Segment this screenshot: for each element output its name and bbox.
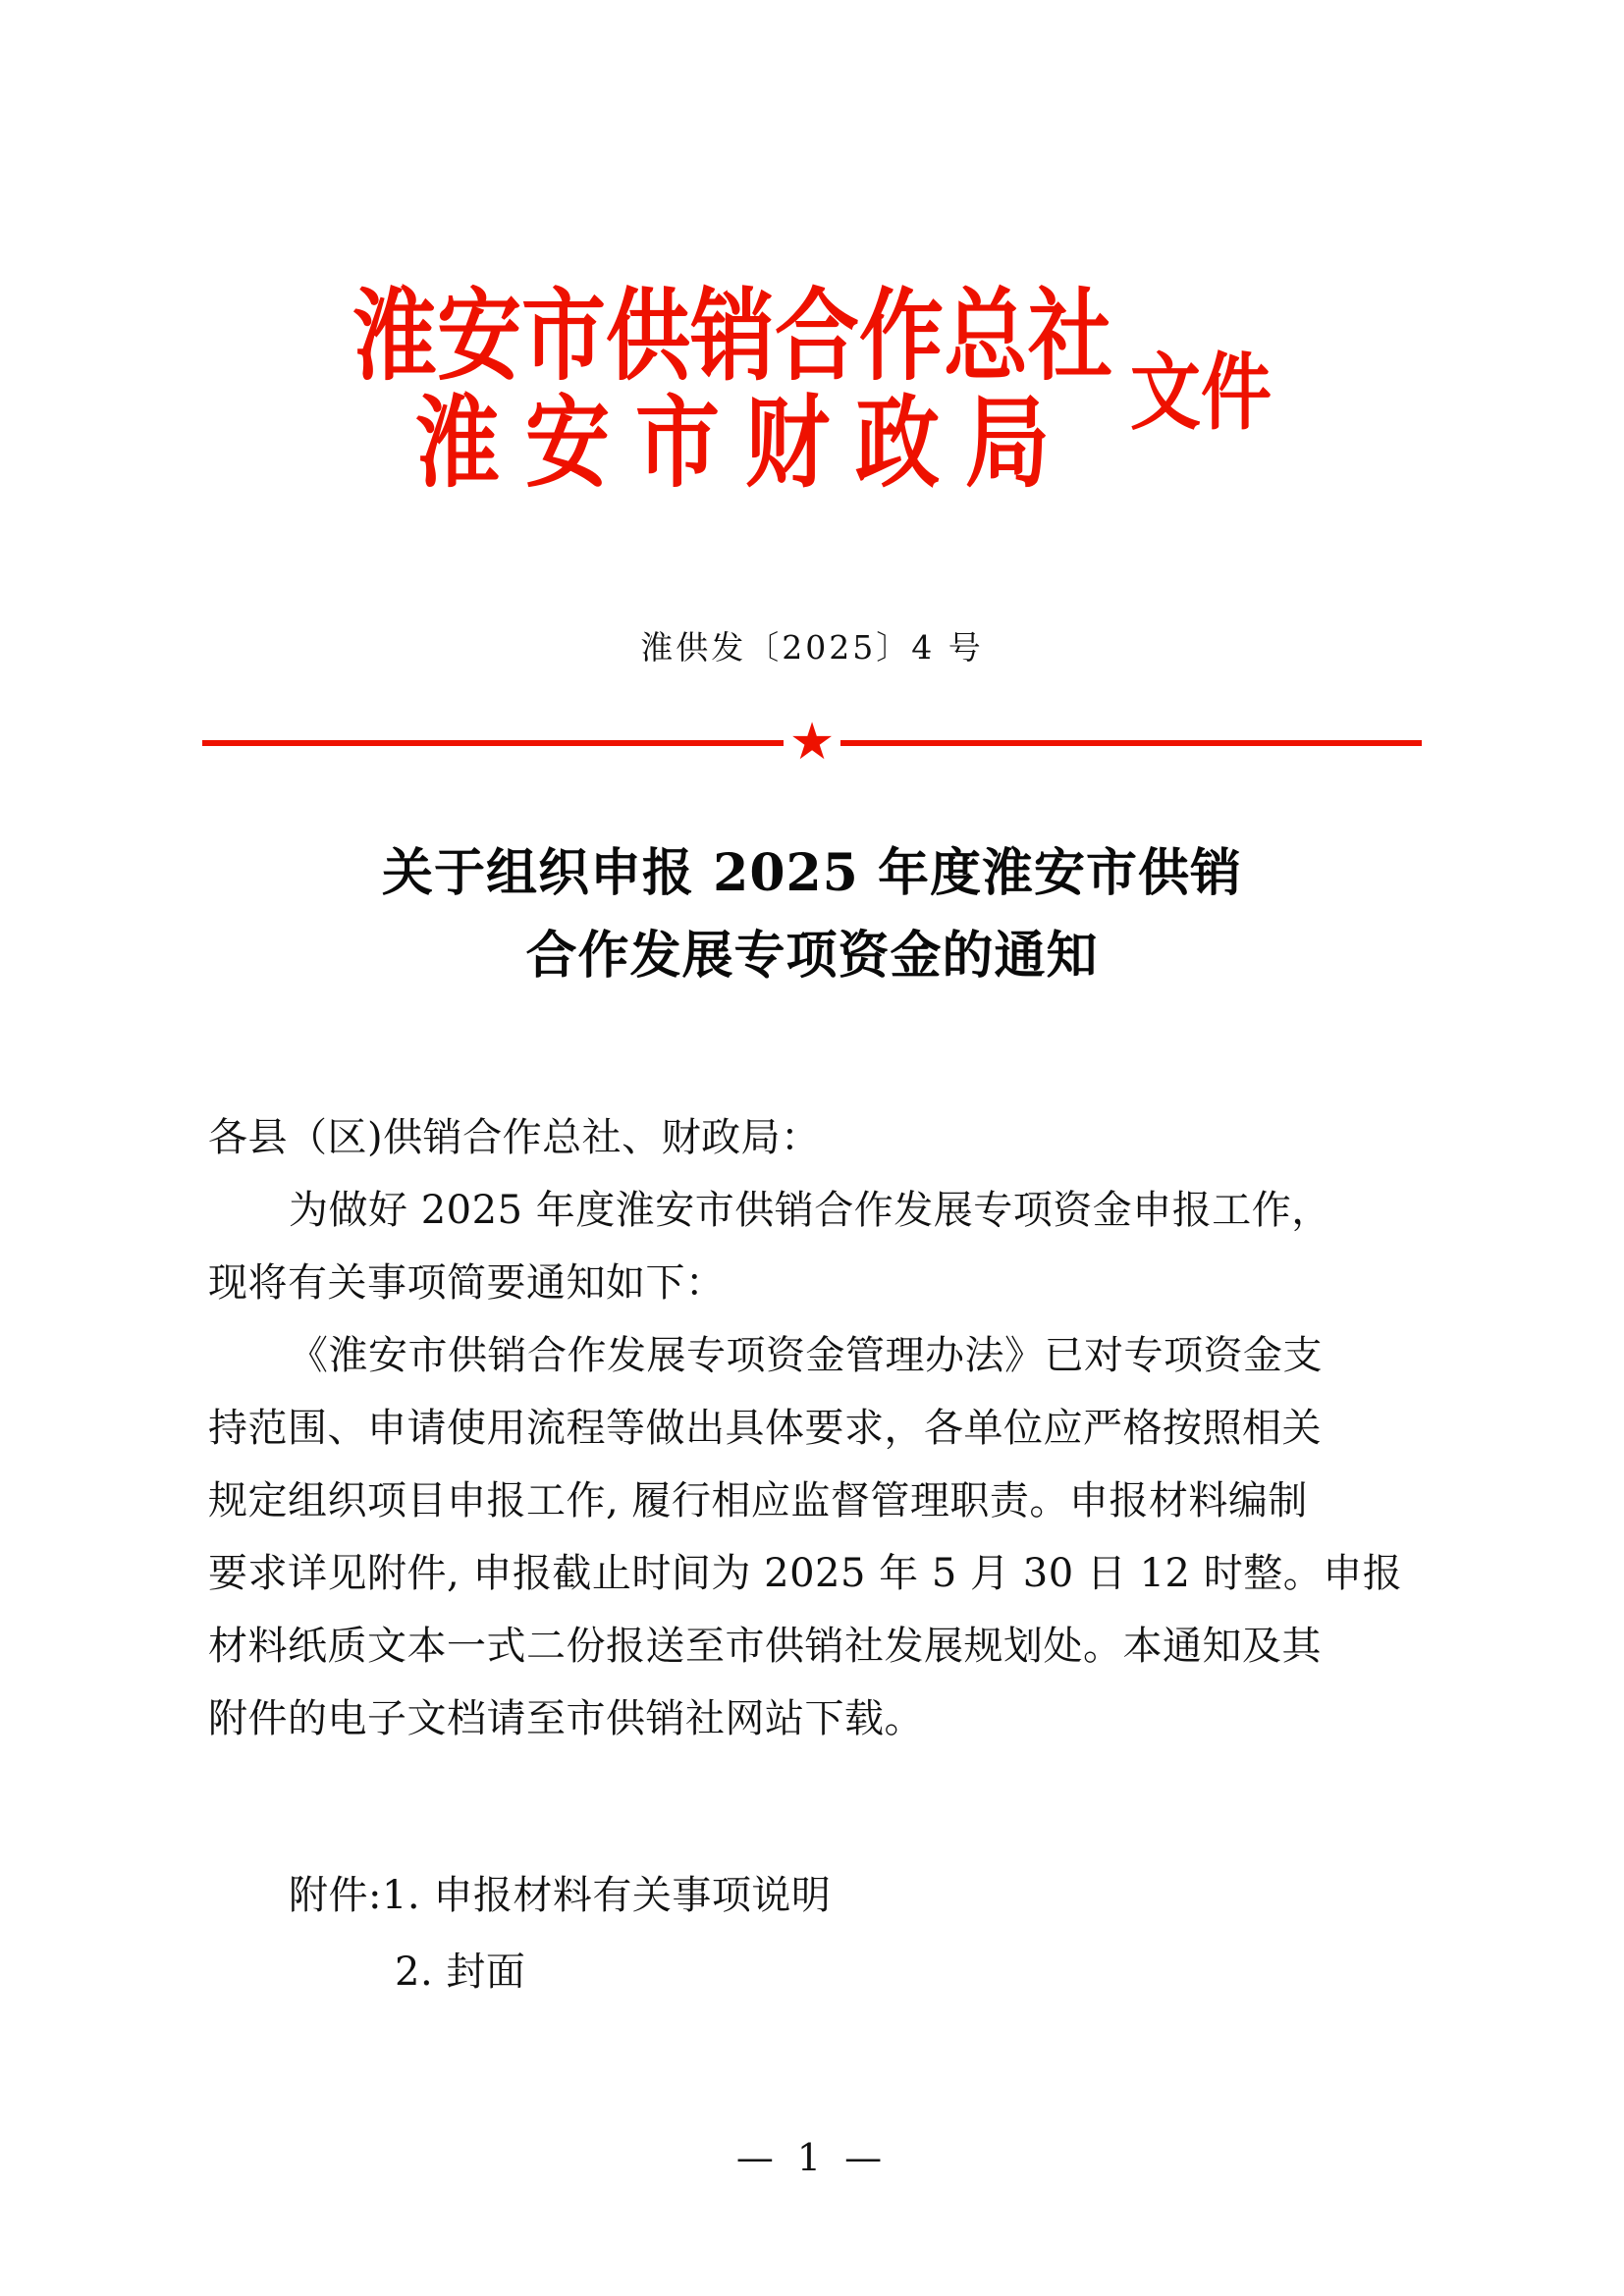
body-paragraph-2-line-5: 材料纸质文本一式二份报送至市供销社发展规划处。本通知及其	[208, 1624, 1322, 1669]
body-paragraph-1-line-1: 为做好 2025 年度淮安市供销合作发展专项资金申报工作，	[289, 1188, 1331, 1233]
document-number: 淮供发〔2025〕4 号	[640, 628, 984, 667]
body-paragraph-2-line-3: 规定组织项目申报工作, 履行相应监督管理职责。申报材料编制	[208, 1478, 1308, 1523]
body-paragraph-2-line-6: 附件的电子文档请至市供销社网站下载。	[208, 1696, 924, 1741]
page-title	[0, 832, 1624, 997]
attachment-item-1: 附件:1. 申报材料有关事项说明	[289, 1873, 832, 1918]
attachment-item-2: 2. 封面	[395, 1949, 526, 1995]
issuing-org-line-1: 淮安市供销合作总社	[352, 277, 1112, 396]
document-body	[208, 1101, 1426, 1755]
document-masthead	[0, 277, 1624, 503]
red-divider-rule	[202, 713, 1422, 773]
red-star-icon: ★	[788, 713, 836, 773]
attachment-list	[208, 1857, 1426, 2010]
divider-bar-left	[202, 740, 784, 746]
body-paragraph-1-line-2: 现将有关事项简要通知如下：	[208, 1260, 726, 1306]
page-number-footer: — 1 —	[735, 2136, 889, 2179]
body-paragraph-2-line-4: 要求详见附件, 申报截止时间为 2025 年 5 月 30 日 12 时整。申报	[208, 1551, 1403, 1596]
body-paragraph-2-line-2: 持范围、申请使用流程等做出具体要求，各单位应严格按照相关	[208, 1406, 1322, 1451]
page-title-line-2: 合作发展专项资金的通知	[525, 926, 1099, 987]
divider-bar-right	[840, 740, 1422, 746]
issuing-org-line-2: 淮安市财政局	[414, 385, 1075, 503]
page-title-line-1: 关于组织申报 2025 年度淮安市供销	[382, 843, 1242, 903]
masthead-document-word: 文件	[1129, 343, 1272, 443]
issuing-organizations	[352, 277, 1112, 503]
body-salutation: 各县（区)供销合作总社、财政局：	[208, 1115, 821, 1160]
body-paragraph-2-line-1: 《淮安市供销合作发展专项资金管理办法》已对专项资金支	[289, 1333, 1323, 1378]
